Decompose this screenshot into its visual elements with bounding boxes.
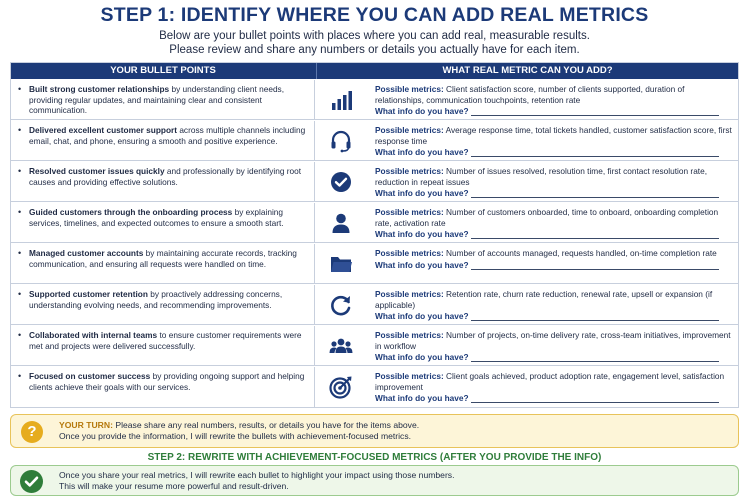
info-question: What info do you have? [375, 352, 469, 363]
possible-metrics-label: Possible metrics: [375, 125, 444, 135]
table-row [11, 367, 738, 407]
metric-cell [375, 125, 735, 158]
headset-icon [329, 129, 353, 153]
bullet-cell: • Managed customer accounts by maintaining accurate records, tracking communication, and ensuring all requests were handled on time. [11, 244, 315, 283]
possible-metrics-label: Possible metrics: [375, 84, 444, 94]
possible-metrics-text: Average response time, total tickets handled, customer satisfaction score, first response time [375, 125, 732, 146]
info-question: What info do you have? [375, 188, 469, 199]
bullet-text: by providing ongoing support and helping clients achieve their goals with our services. [29, 371, 305, 392]
your-turn-callout [10, 414, 739, 448]
table-row [11, 244, 738, 284]
possible-metrics-label: Possible metrics: [375, 207, 444, 217]
column-header-metrics: WHAT REAL METRIC CAN YOU ADD? [316, 63, 738, 79]
step2-line-2: This will make your resume more powerful and result-driven. [59, 481, 289, 491]
bullet-cell: • Resolved customer issues quickly and professionally by identifying root causes and providing effective solutions. [11, 162, 315, 201]
possible-metrics-text: Retention rate, churn rate reduction, renewal rate, upsell or expansion (if applicable) [375, 289, 713, 310]
user-icon [329, 211, 353, 235]
bullet-text: and professionally by identifying root causes and providing effective solutions. [29, 166, 302, 187]
possible-metrics-text: Number of accounts managed, requests handled, on-time completion rate [446, 248, 717, 258]
info-answer-line[interactable] [471, 361, 719, 362]
table-row [11, 162, 738, 202]
table-row [11, 326, 738, 366]
bullet-cell: • Guided customers through the onboarding process by explaining services, timelines, and expected outcomes to ensure a smooth start. [11, 203, 315, 242]
info-answer-line[interactable] [471, 238, 719, 239]
refresh-icon [329, 293, 353, 317]
info-answer-line[interactable] [471, 402, 719, 403]
bullet-lead: Guided customers through the onboarding process [29, 207, 233, 217]
info-question: What info do you have? [375, 311, 469, 322]
table-row [11, 121, 738, 161]
subtitle-line-1: Below are your bullet points with places where you can add real, measurable results. [159, 30, 590, 42]
metric-cell [375, 248, 735, 271]
table-header [11, 63, 738, 79]
metric-cell [375, 371, 735, 404]
bullet-text: by explaining services, timelines, and expected outcomes to ensure a smooth start. [29, 207, 284, 228]
bullet-cell: • Delivered excellent customer support across multiple channels including email, chat, and phone, ensuring a smooth and positive experience. [11, 121, 315, 160]
info-question: What info do you have? [375, 259, 469, 270]
bullet-lead: Focused on customer success [29, 371, 151, 381]
bullet-cell: • Supported customer retention by proactively addressing concerns, understanding evolving needs, and recommending improvements. [11, 285, 315, 324]
metrics-table [10, 62, 739, 408]
possible-metrics-label: Possible metrics: [375, 166, 444, 176]
metric-cell [375, 84, 735, 117]
subtitle-line-2: Please review and share any numbers or details you actually have for each item. [169, 44, 580, 56]
possible-metrics-label: Possible metrics: [375, 248, 444, 258]
possible-metrics-text: Client satisfaction score, number of clients supported, duration of relationships, communication touchpoints, retention rate [375, 84, 685, 105]
metric-cell [375, 207, 735, 240]
bullet-lead: Built strong customer relationships [29, 84, 170, 94]
table-row [11, 285, 738, 325]
info-answer-line[interactable] [471, 269, 719, 270]
metric-cell [375, 166, 735, 199]
target-icon [329, 375, 353, 399]
your-turn-label: YOUR TURN: [59, 420, 113, 430]
bullet-text: by proactively addressing concerns, understanding evolving needs, and recommending improvements. [29, 289, 283, 310]
possible-metrics-label: Possible metrics: [375, 289, 444, 299]
metric-cell [375, 330, 735, 363]
step2-line-1: Once you share your real metrics, I will rewrite each bullet to highlight your impact using those numbers. [59, 470, 455, 480]
bullet-text: by maintaining accurate records, tracking communication, and ensuring all requests were handled on time. [29, 248, 297, 269]
bullet-cell: • Focused on customer success by providing ongoing support and helping clients achieve their goals with our services. [11, 367, 315, 407]
question-icon: ? [21, 421, 43, 443]
info-answer-line[interactable] [471, 156, 719, 157]
possible-metrics-text: Client goals achieved, product adoption rate, engagement level, satisfaction improvement [375, 371, 725, 392]
info-answer-line[interactable] [471, 320, 719, 321]
your-turn-line-1: Please share any real numbers, results, or details you have for the items above. [112, 420, 420, 430]
folder-icon [329, 252, 353, 276]
possible-metrics-text: Number of issues resolved, resolution time, first contact resolution rate, reduction in repeat issues [375, 166, 708, 187]
info-answer-line[interactable] [471, 115, 719, 116]
possible-metrics-label: Possible metrics: [375, 371, 444, 381]
possible-metrics-text: Number of projects, on-time delivery rate, cross-team initiatives, improvement in workflow [375, 330, 731, 351]
bullet-lead: Resolved customer issues quickly [29, 166, 165, 176]
metric-cell [375, 289, 735, 322]
column-header-bullets: YOUR BULLET POINTS [110, 65, 216, 76]
step2-title: STEP 2: REWRITE WITH ACHIEVEMENT-FOCUSED METRICS (AFTER YOU PROVIDE THE INFO) [147, 452, 602, 463]
team-icon [329, 334, 353, 358]
checkmark-icon [20, 470, 43, 493]
info-answer-line[interactable] [471, 197, 719, 198]
bullet-cell: • Collaborated with internal teams to ensure customer requirements were met and projects were delivered successfully. [11, 326, 315, 365]
your-turn-line-2: Once you provide the information, I will rewrite the bullets with achievement-focused metrics. [59, 431, 412, 441]
bar-chart-icon [329, 88, 353, 112]
bullet-text: to ensure customer requirements were met and projects were delivered successfully. [29, 330, 302, 351]
table-row [11, 80, 738, 120]
bullet-cell: • Built strong customer relationships by understanding client needs, providing regular updates, and maintaining clear and consistent communication. [11, 80, 315, 119]
possible-metrics-label: Possible metrics: [375, 330, 444, 340]
bullet-text: by understanding client needs, providing regular updates, and maintaining clear and consistent communication. [29, 84, 285, 116]
info-question: What info do you have? [375, 147, 469, 158]
bullet-text: across multiple channels including email, chat, and phone, ensuring a smooth and positive experience. [29, 125, 306, 146]
possible-metrics-text: Number of customers onboarded, time to onboard, onboarding completion rate, activation rate [375, 207, 719, 228]
info-question: What info do you have? [375, 106, 469, 117]
table-row [11, 203, 738, 243]
info-question: What info do you have? [375, 393, 469, 404]
bullet-lead: Managed customer accounts [29, 248, 144, 258]
page-title: STEP 1: IDENTIFY WHERE YOU CAN ADD REAL METRICS [100, 4, 649, 26]
step2-callout [10, 465, 739, 496]
info-question: What info do you have? [375, 229, 469, 240]
bullet-lead: Delivered excellent customer support [29, 125, 178, 135]
bullet-lead: Collaborated with internal teams [29, 330, 158, 340]
bullet-lead: Supported customer retention [29, 289, 148, 299]
check-circle-icon [329, 170, 353, 194]
